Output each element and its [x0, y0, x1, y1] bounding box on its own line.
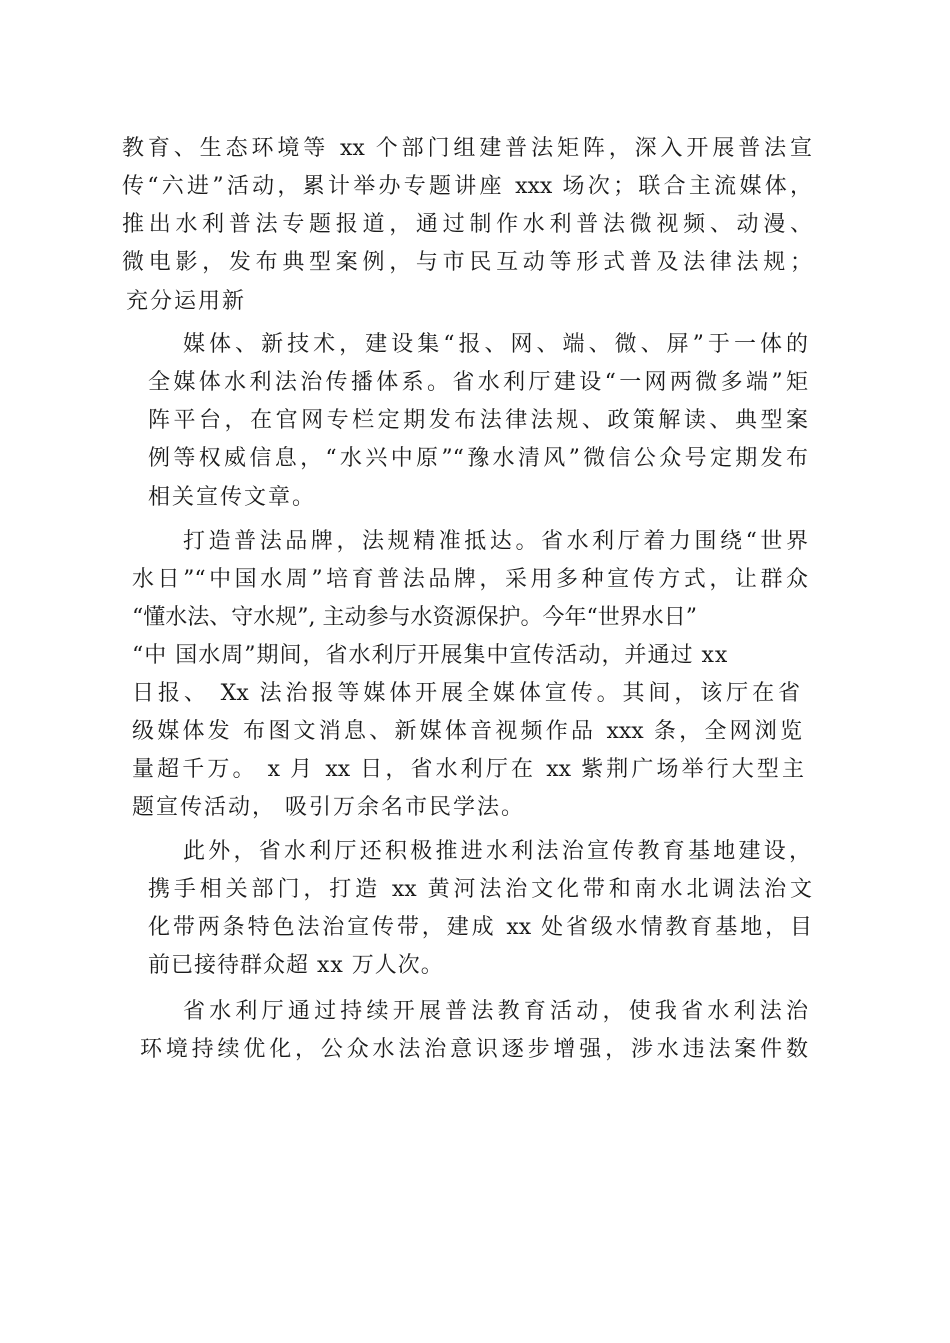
text-line: 教育、生态环境等 xx 个部门组建普法矩阵，深入开展普法宣 [122, 136, 812, 161]
text-line: 量超千万。 x 月 xx 日，省水利厅在 xx 紫荆广场举行大型主 [132, 757, 804, 782]
text-line: 推出水利普法专题报道，通过制作水利普法微视频、动漫、 [122, 212, 812, 237]
text-line: 前已接待群众超 xx 万人次。 [148, 953, 444, 978]
text-line: 相关宣传文章。 [148, 485, 317, 510]
text-line: 充分运用新 [126, 289, 247, 314]
text-line: 题宣传活动， 吸引万余名市民学法。 [132, 795, 525, 820]
text-line: 级媒体发 布图文消息、新媒体音视频作品 xxx 条，全网浏览 [132, 719, 802, 744]
text-line: 环境持续优化，公众水法治意识逐步增强，涉水违法案件数 [140, 1037, 808, 1062]
text-line: 媒体、新技术，建设集“报、网、端、微、屏”于一体的 [183, 332, 808, 357]
text-line: 化带两条特色法治宣传带，建成 xx 处省级水情教育基地，目 [148, 915, 812, 940]
text-line: 此外，省水利厅还积极推进水利法治宣传教育基地建设， [183, 839, 811, 864]
text-line: 微电影，发布典型案例，与市民互动等形式普及法律法规； [122, 250, 812, 275]
text-line: 打造普法品牌，法规精准抵达。省水利厅着力围绕“世界 [183, 529, 808, 554]
text-line: 全媒体水利法治传播体系。省水利厅建设“一网两微多端”矩 [148, 370, 808, 395]
text-line: 阵平台，在官网专栏定期发布法律法规、政策解读、典型案 [148, 408, 808, 433]
text-line: 日报、 Xx 法治报等媒体开展全媒体宣传。其间，该厅在省 [132, 681, 800, 706]
text-line: 传“六进”活动，累计举办专题讲座 xxx 场次；联合主流媒体， [122, 174, 812, 199]
text-line: 携手相关部门，打造 xx 黄河法治文化带和南水北调法治文 [148, 877, 812, 902]
text-line: “懂水法、守水规”, 主动参与水资源保护。今年“世界水日” [132, 605, 697, 630]
text-line: 省水利厅通过持续开展普法教育活动，使我省水利法治 [183, 999, 808, 1024]
text-line: 例等权威信息，“水兴中原”“豫水清风”微信公众号定期发布 [148, 446, 808, 471]
text-line: 水日”“中国水周”培育普法品牌，采用多种宣传方式，让群众 [132, 567, 808, 592]
text-line: “中 国水周”期间，省水利厅开展集中宣传活动，并通过 xx [132, 643, 729, 668]
